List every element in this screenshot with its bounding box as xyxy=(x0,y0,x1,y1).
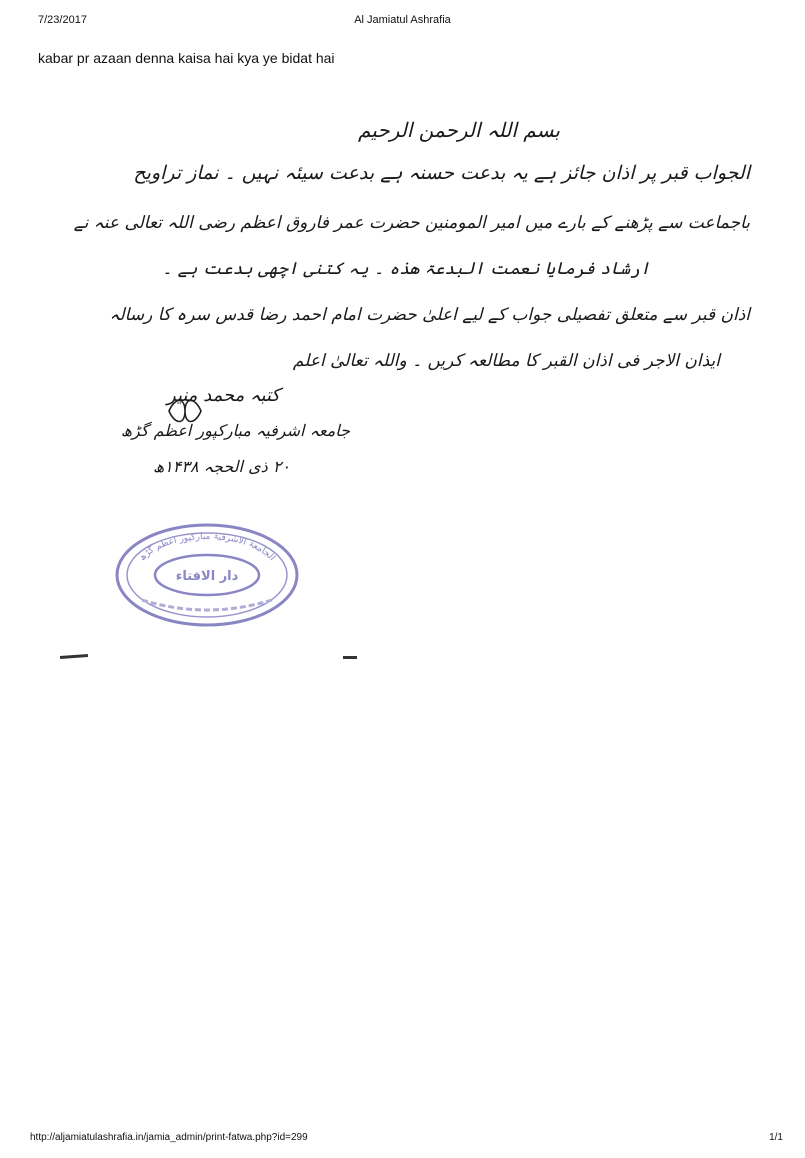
bismillah: بسم اللہ الرحمن الرحیم xyxy=(357,118,560,142)
mufti-signature xyxy=(60,385,350,495)
answer-line-1: الجواب قبر پر اذان جائز ہے یہ بدعت حسنہ ہے بدعت سیئہ نہیں ۔ نماز تراویح xyxy=(133,162,750,184)
scan-mark-right xyxy=(343,656,357,659)
site-title: Al Jamiatul Ashrafia xyxy=(354,14,451,26)
page-number: 1/1 xyxy=(769,1132,783,1143)
answer-line-3: ارشاد فرمایا نعمت البدعۃ ھذہ ۔ یہ کتنی اچھی بدعت ہے ۔ xyxy=(162,259,650,279)
signature-name: کتبہ محمد منیر xyxy=(167,385,280,406)
dar-ul-ifta-stamp-icon xyxy=(112,520,302,630)
signature-date: ۲۰ ذی الحجہ ۱۴۳۸ھ xyxy=(153,457,290,476)
footer-url: http://aljamiatulashrafia.in/jamia_admin/print-fatwa.php?id=299 xyxy=(30,1132,308,1143)
scan-mark-left xyxy=(60,654,88,659)
print-date: 7/23/2017 xyxy=(38,14,87,26)
stamp-ring-text: الجامعۃ الاشرفیۃ مبارکپور اعظم گڑھ xyxy=(137,531,277,564)
question-text: kabar pr azaan denna kaisa hai kya ye bidat hai xyxy=(38,50,335,66)
stamp-center-text: دار الافتاء xyxy=(175,569,239,584)
answer-line-4: اذان قبر سے متعلق تفصیلی جواب کے لیے اعلیٰ حضرت امام احمد رضا قدس سرہ کا رسالہ xyxy=(109,305,750,325)
signature-institution: جامعہ اشرفیہ مبارکپور اعظم گڑھ xyxy=(120,421,350,440)
answer-line-2: باجماعت سے پڑھنے کے بارے میں امیر المومنین حضرت عمر فاروق اعظم رضی اللہ تعالی عنہ نے xyxy=(73,213,750,233)
svg-text:الجامعۃ الاشرفیۃ مبارکپور اعظم xyxy=(137,532,276,563)
answer-line-5: ایذان الاجر فی اذان القبر کا مطالعہ کریں ۔ واللہ تعالیٰ اعلم xyxy=(292,351,720,371)
